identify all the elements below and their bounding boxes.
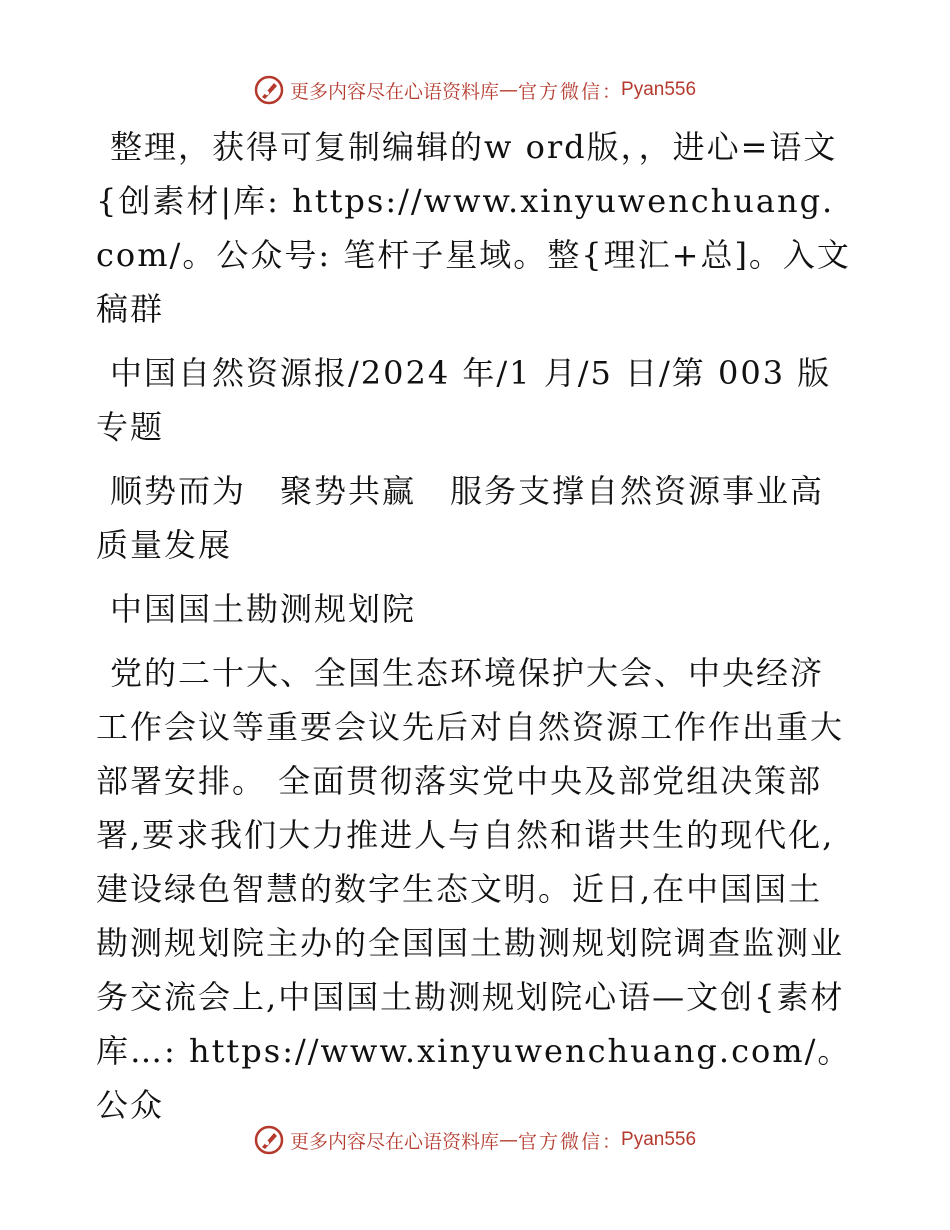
watermark-wechat-id: Pyan556 xyxy=(621,1129,697,1150)
body-paragraph: 党的二十大、全国生态环境保护大会、中央经济工作会议等重要会议先后对自然资源工作作出重大部署安排。 全面贯彻落实党中央及部党组决策部署,要求我们大力推进人与自然和谐共生的现代化,建设绿色智慧的数字生态文明。近日,在中国国土勘测规划院主办的全国国土勘测规划院调查监测业务交流会上,中国国土勘测规划院心语—文创{素材库…: https://www.xinyuwenchuang.com/。公众 xyxy=(96,654,852,1124)
watermark-colon: ： xyxy=(602,80,622,103)
watermark-official-label: 官方微信 xyxy=(517,1130,602,1153)
watermark-banner-bottom xyxy=(0,1122,950,1158)
quill-logo-icon xyxy=(254,1125,284,1155)
quill-logo-icon xyxy=(254,75,284,105)
intro-paragraph: 整理，获得可复制编辑的w ord版，，进心=语文{创素材|库: https://www.xinyuwenchuang.com/。公众号: 笔杆子星域。整{理汇+总]。入文稿群 xyxy=(96,128,851,328)
article-author: 中国国土勘测规划院 xyxy=(110,590,417,628)
watermark-dash: — xyxy=(498,1129,518,1151)
watermark-official-label: 官方微信 xyxy=(517,80,602,103)
source-line: 中国自然资源报/2024 年/1 月/5 日/第 003 版专题 xyxy=(96,354,832,446)
watermark-brand: 更多内容尽在心语资料库 xyxy=(289,1130,499,1153)
watermark-brand: 更多内容尽在心语资料库 xyxy=(289,80,499,103)
watermark-wechat-id: Pyan556 xyxy=(621,79,697,100)
watermark-dash: — xyxy=(498,79,518,101)
document-body xyxy=(96,120,852,1142)
watermark-colon: ： xyxy=(602,1130,622,1153)
article-title: 顺势而为 聚势共赢 服务支撑自然资源事业高质量发展 xyxy=(96,472,825,564)
watermark-banner-top xyxy=(0,72,950,108)
